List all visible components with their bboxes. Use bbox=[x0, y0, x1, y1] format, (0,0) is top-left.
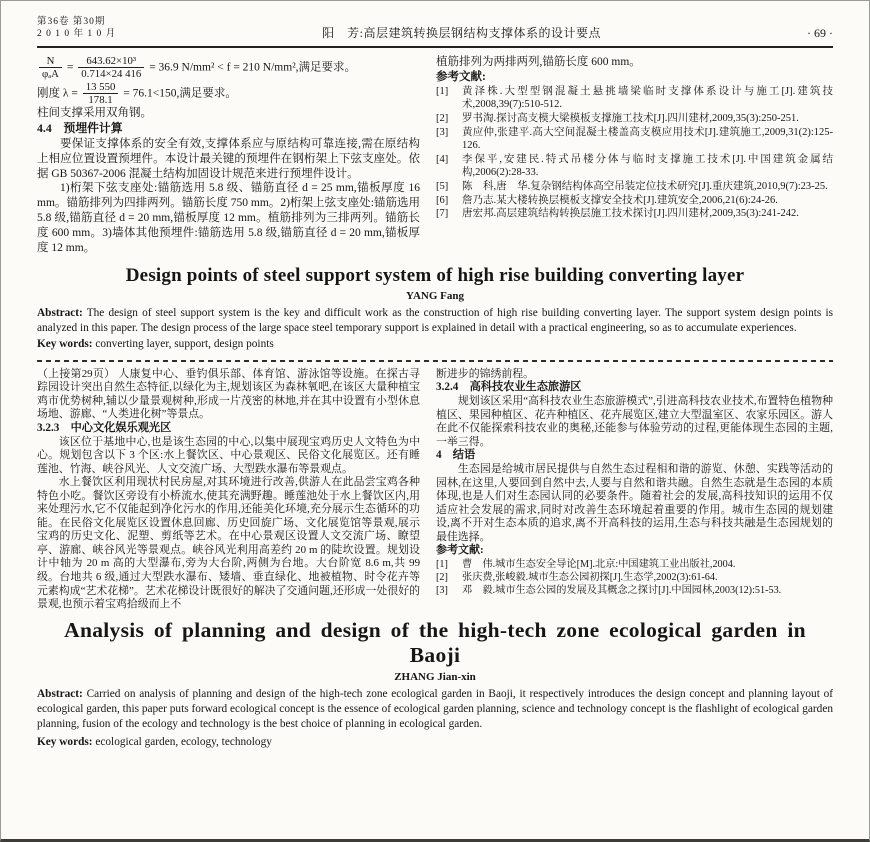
continued-from-label: （上接第29页） bbox=[37, 367, 116, 380]
dotted-divider bbox=[37, 360, 833, 362]
reference-item: [6] 詹乃志.某大楼转换层模板支撑安全技术[J].建筑安全,2006,21(6):24-26. bbox=[436, 194, 778, 206]
reference-item: [7] 唐宏邦.高层建筑结构转换层施工技术探讨[J].四川建材,2009,35(3):241-242. bbox=[436, 208, 799, 220]
abstract-label-2: Abstract: bbox=[37, 687, 83, 700]
hightech-agri-para: 规划该区采用“高科技农业生态旅游模式”,引进高科技农业技术,布置特色植物种植区、果园种植区、花卉种植区、花卉展览区,建立大型温室区、农家乐园区。游人在此不仅能探索科技农业的奥秘,还能参与体验劳动的过程,更能体现生态园的主题,一举三得。 bbox=[436, 395, 833, 448]
reference-item: [3] 黄应仲,张建平.高大空间混凝土楼盖高支模应用技术[J].建筑施工,2009,31(2):125-126. bbox=[436, 126, 833, 152]
section-heading-4: 4 结语 bbox=[436, 449, 476, 462]
reference-item: [2] 张庆费,张峻毅.城市生态公园初探[J].生态学,2002(3):61-64. bbox=[436, 572, 718, 584]
article2-left-column bbox=[37, 368, 420, 612]
reference-item: [5] 陈 科,唐 华.复杂钢结构体高空吊装定位技术研究[J].重庆建筑,2010,9(7):23-25. bbox=[436, 181, 828, 193]
article1-right-column bbox=[436, 55, 833, 256]
article1-english-block bbox=[37, 265, 833, 352]
stress-check-formula: $\frac{N}{\text{φₐA}}$ = $\frac{\text{643.62×10³}}{0.714\times 24 416}$ = 36.9 N/mm² < f = 210 N/mm²,满足要求。 bbox=[37, 55, 420, 81]
article2-english-block bbox=[37, 618, 833, 751]
conclusion-para: 生态园是给城市居民提供与自然生态过程相和谐的游览、休憩、实践等活动的园林,在这里,人要回到自然中去,人要与自然和谐共融。自然生态就是生态园的本质体现,也是人们对生态园认同的必要条件。随着社会的发展,高科技知识的运用不仅适应社会发展的需求,同时对改善生态环境起着重要的作用。城市生态园的规划建设,离不开对生态本质的追求,离不开高科技的运用,生态与科技共融是生态园规划的最佳选择。 bbox=[436, 463, 833, 543]
article2-body bbox=[37, 368, 833, 612]
issue-info bbox=[37, 17, 116, 41]
date-line: 2 0 1 0 年 1 0 月 bbox=[37, 28, 117, 39]
embedded-parts-para1: 要保证支撑体系的安全有效,支撑体系应与原结构可靠连接,需在原结构上相应位置设置预埋件。本设计最关键的预埋件在钢桁架上下弦支座处。依据 GB 50367-2006 混凝土结构加固设计规范来进行预埋件设计。 bbox=[37, 137, 421, 180]
reference-item: [1] 黄泽株.大型型钢混凝土悬挑墙梁临时支撑体系设计与施工[J].建筑技术,2008,39(7):510-512. bbox=[436, 85, 833, 111]
article2-right-column bbox=[436, 368, 833, 612]
page-number: · 69 · bbox=[807, 25, 833, 40]
abstract-label-1: Abstract: bbox=[37, 307, 83, 320]
central-zone-para: 该区位于基地中心,也是该生态园的中心,以集中展现宝鸡历史人文特色为中心。规划包含以下 3 个区:水上餐饮区、中心景观区、民俗文化展览区。还有睡莲池、竹海、峡谷风光、人文交流广场、大型跌水瀑布等景观点。 bbox=[37, 435, 421, 475]
slenderness-fraction: $\frac{13 550}{178.1}$ bbox=[83, 81, 119, 107]
formula-result: = 36.9 N/mm² < f = 210 N/mm²,满足要求。 bbox=[149, 61, 357, 74]
article1-english-title: Design points of steel support system of high rise building converting layer bbox=[125, 265, 745, 287]
article1-abstract: Abstract: The design of steel support system is the key and difficult work as the construction of high rise building converting layer. The support system design points is analyzed in this paper. The design process of the large space steel temporary support is explained in detail with a practical engineering, so as to accumulate experiences. bbox=[37, 307, 833, 335]
references-heading-1: 参考文献: bbox=[436, 70, 486, 83]
reference-item: [3] 邓 毅.城市生态公园的发展及其概念之探讨[J].中国园林,2003(12):51-53. bbox=[436, 585, 782, 597]
slenderness-formula: 刚度 λ = $\frac{13 550}{178.1}$ = 76.1<150,满足要求。 bbox=[37, 80, 237, 106]
article2-keywords: Key words: ecological garden, ecology, technology bbox=[37, 736, 272, 749]
page-header bbox=[37, 17, 833, 48]
article1-left-column bbox=[37, 55, 420, 256]
formula-lhs-fraction: $\frac{N}{\text{φₐA}}$ bbox=[39, 55, 62, 81]
reference-item: [2] 罗书淘.探讨高支模大梁模板支撑施工技术[J].四川建材,2009,35(3):250-251. bbox=[436, 112, 799, 124]
continued-paragraph: （上接第29页） 人康复中心、垂钓俱乐部、体育馆、游泳馆等设施。在探古寻踪园设计突出自然生态特征,以绿化为主,规划该区为森林氧吧,在该区大量种植宝鸡市优势树种,辅以少量景观树种,形成一片茂密的林地,并在其中设置有小型休息场地、游廊、“人类进化树”等景点。 bbox=[37, 367, 421, 421]
references-heading-2: 参考文献: bbox=[436, 544, 484, 557]
continuation-line: 断进步的锦绣前程。 bbox=[436, 367, 535, 380]
article2-english-title: Analysis of planning and design of the high-tech zone ecological garden in Baoji bbox=[64, 617, 806, 667]
article1-keywords: Key words: converting layer, support, design points bbox=[37, 337, 274, 350]
reference-item: [4] 李保平,安建民.特式吊楼分体与临时支撑施工技术[J].中国建筑金属结构,2006(2):28-33. bbox=[436, 153, 833, 179]
anchor-note: 植筋排列为两排两列,锚筋长度 600 mm。 bbox=[436, 55, 641, 68]
keywords-label-2: Key words: bbox=[37, 736, 93, 749]
formula-rhs-fraction: $\frac{\text{643.62×10³}}{0.714\times 24 416}$ bbox=[78, 55, 144, 81]
section-heading-4-4: 4.4 预埋件计算 bbox=[37, 121, 123, 136]
running-title: 阳 芳:高层建筑转换层钢结构支撑体系的设计要点 bbox=[322, 25, 601, 40]
section-heading-3-2-4: 3.2.4 高科技农业生态旅游区 bbox=[436, 381, 582, 394]
embedded-parts-para2: 1)桁架下弦支座处:锚筋选用 5.8 级、锚筋直径 d = 25 mm,锚板厚度 16 mm。锚筋排列为四排两列。锚筋长度 750 mm。2)桁架上弦支座处:锚筋选用 5.8 级,锚筋直径 d = 20 mm,锚板厚度 12 mm。植筋排列为三排两列。锚筋长度 600 mm。3)墙体其他预埋件:锚筋选用 5.8 级,锚筋直径 d = 20 mm,锚板厚度 12 mm。 bbox=[37, 182, 421, 255]
volume-line: 第36卷 第30期 bbox=[37, 17, 106, 27]
article2-author: ZHANG Jian-xin bbox=[394, 670, 476, 683]
section-heading-3-2-3: 3.2.3 中心文化娱乐观光区 bbox=[37, 421, 172, 434]
brace-note: 柱间支撑采用双角钢。 bbox=[37, 107, 152, 120]
reference-item: [1] 曹 伟.城市生态安全导论[M].北京:中国建筑工业出版社,2004. bbox=[436, 558, 736, 570]
article1-author: YANG Fang bbox=[406, 290, 464, 303]
keywords-label-1: Key words: bbox=[37, 337, 93, 350]
article1-body bbox=[37, 55, 833, 256]
article2-abstract: Abstract: Carried on analysis of planning and design of the high-tech zone ecological garden in Baoji, it respectively introduces the design concept and planning layout of ecological garden, this paper puts forward ecological concept is the essence of ecological garden planning, science and technology concept is the flashlight of ecological garden planning, fusion of the ecology and technology is the best choice of planning in ecological garden. bbox=[37, 687, 833, 731]
waterfront-dining-para: 水上餐饮区利用现状村民房屋,对其环境进行改善,供游人在此品尝宝鸡各种特色小吃。餐饮区旁设有小桥流水,使其充满野趣。睡莲池处于水上餐饮区内,用来处理污水,它不仅能起到净化污水的作用,还能美化环境,充分展示生态循环的功能。在民俗文化展览区设置休息回廊、历史回旋广场、文化展览馆等景观,展示宝鸡的历史文化、泥塑、剪纸等艺术。在中心景观区设置人文交流广场、瞭望亭、游廊、峡谷风光等景观点。峡谷风光利用高差约 20 m 的陡坎设置。规划设计中轴为 20 m 高的大型瀑布,旁为大台阶,两侧为台地。大台阶宽 8.6 m,共 99 级。台地共 6 级,通过大型跌水瀑布、矮墙、垂直绿化、地被植物、时令花卉等元素构成“艺术花梯”。艺术花梯设计既很好的解决了交通问题,还形成一处很好的景观,也预示着宝鸡拾级而上不 bbox=[37, 476, 421, 611]
